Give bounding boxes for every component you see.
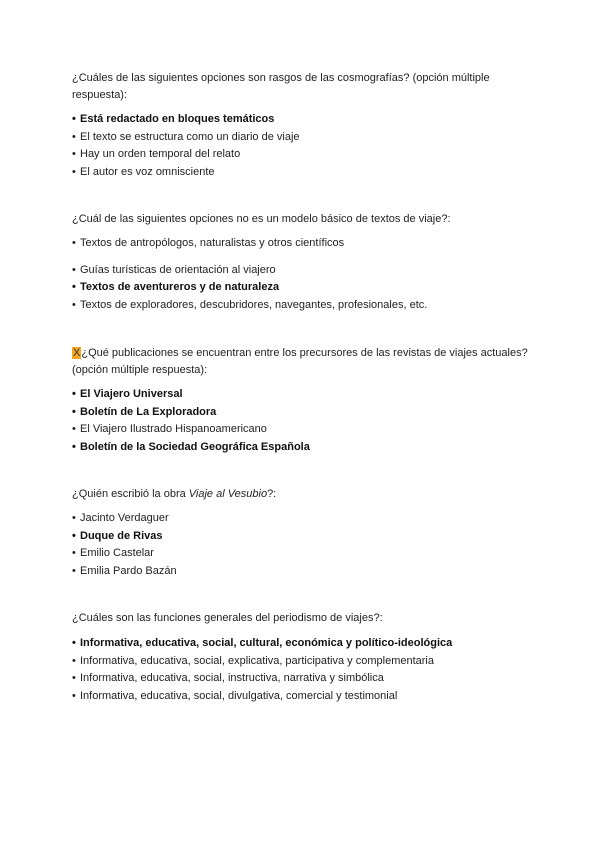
- question-3-prompt: X¿Qué publicaciones se encuentran entre los precursores de las revistas de viajes actuales? (opción múltiple respuesta):: [72, 347, 528, 376]
- option: • Informativa, educativa, social, cultural, económica y político-ideológica: [72, 637, 453, 649]
- option: • Informativa, educativa, social, divulgativa, comercial y testimonial: [72, 689, 398, 702]
- option: • Duque de Rivas: [72, 529, 163, 542]
- option: • Textos de exploradores, descubridores, navegantes, profesionales, etc.: [72, 298, 428, 311]
- question-1-options: [72, 111, 552, 181]
- option: • Boletín de La Exploradora: [72, 405, 217, 418]
- option: • Emilia Pardo Bazán: [72, 564, 177, 577]
- option: • Informativa, educativa, social, explicativa, participativa y complementaria: [72, 654, 434, 667]
- question-1-prompt: ¿Cuáles de las siguientes opciones son rasgos de las cosmografías? (opción múltiple respuesta):: [72, 72, 490, 101]
- option: • El texto se estructura como un diario de viaje: [72, 130, 300, 143]
- option: • Hay un orden temporal del relato: [72, 148, 241, 161]
- option: • Guías turísticas de orientación al viajero: [72, 263, 276, 276]
- option: • Jacinto Verdaguer: [72, 512, 169, 524]
- book-title: Viaje al Vesubio: [188, 488, 268, 500]
- option: • Emilio Castelar: [72, 547, 154, 560]
- option: • Informativa, educativa, social, instructiva, narrativa y simbólica: [72, 672, 384, 685]
- question-4-options: [72, 510, 552, 580]
- question-4-prompt: ¿Quién escribió la obra Viaje al Vesubio?:: [72, 488, 277, 500]
- question-5-options: [72, 635, 552, 705]
- option: • El Viajero Ilustrado Hispanoamericano: [72, 423, 267, 436]
- option: • El Viajero Universal: [72, 388, 183, 400]
- option: • Textos de aventureros y de naturaleza: [72, 281, 280, 294]
- option: • Textos de antropólogos, naturalistas y otros científicos: [72, 237, 345, 249]
- question-2-prompt: ¿Cuál de las siguientes opciones no es un modelo básico de textos de viaje?:: [72, 213, 451, 225]
- question-5-prompt: ¿Cuáles son las funciones generales del periodismo de viajes?:: [72, 612, 383, 624]
- option: • El autor es voz omnisciente: [72, 165, 215, 178]
- question-2-options: [72, 235, 552, 314]
- option: • Está redactado en bloques temáticos: [72, 113, 275, 125]
- option: • Boletín de la Sociedad Geográfica Española: [72, 440, 310, 453]
- x-mark-highlight: X: [73, 347, 81, 359]
- question-3-options: [72, 386, 552, 456]
